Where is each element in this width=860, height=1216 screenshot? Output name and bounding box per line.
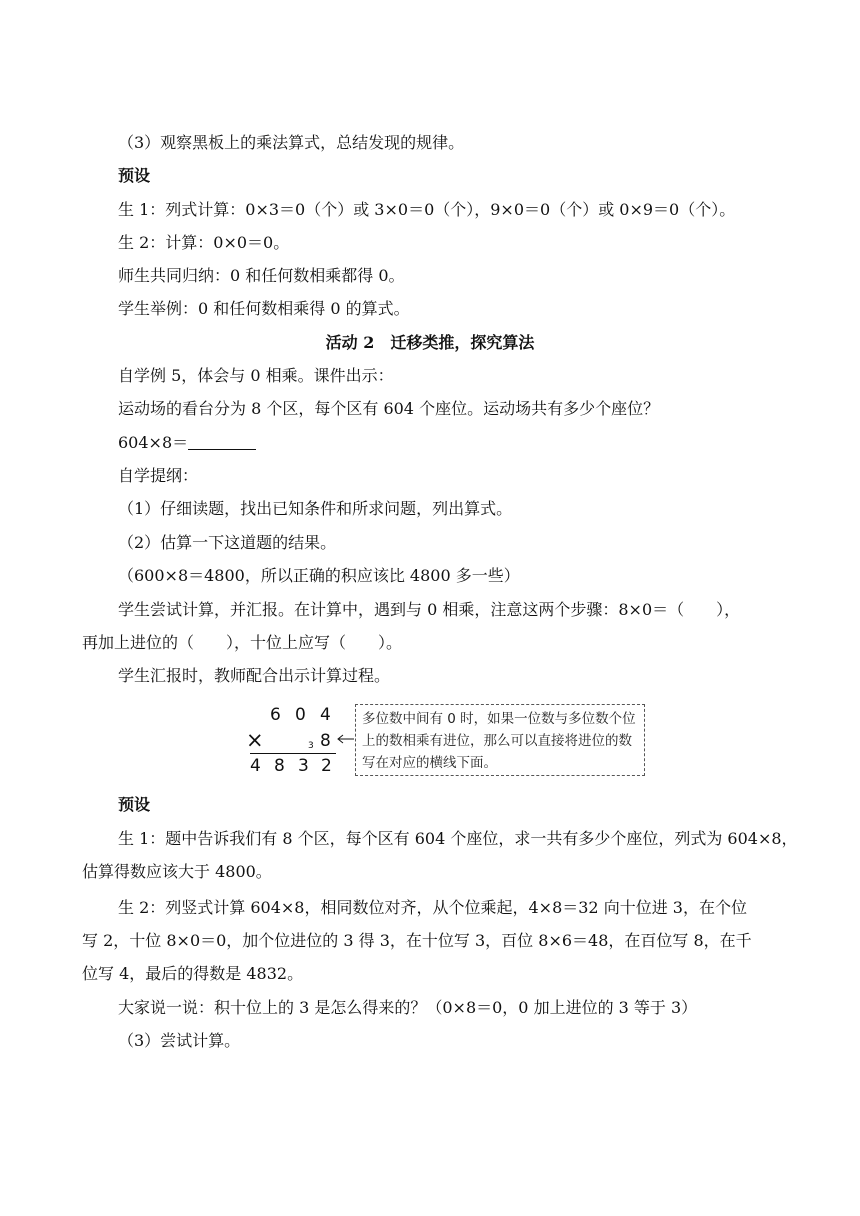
text-line: 生 1：题中告诉我们有 8 个区，每个区有 604 个座位，求一共有多少个座位，列式为 604×8， <box>118 829 798 848</box>
multiplier-digit: 8 <box>320 731 331 751</box>
text-line: （1）仔细读题，找出已知条件和所求问题，列出算式。 <box>118 499 513 518</box>
text-line: （3）观察黑板上的乘法算式，总结发现的规律。 <box>118 133 465 152</box>
text-line: （600×8＝4800，所以正确的积应该比 4800 多一些） <box>118 566 520 585</box>
top-digit: 6 <box>270 705 281 725</box>
note-box: 多位数中间有 0 时，如果一位数与多位数个位上的数相乘有进位，那么可以直接将进位的数写在对应的横线下面。 <box>355 704 645 776</box>
problem-statement: 运动场的看台分为 8 个区，每个区有 604 个座位。运动场共有多少个座位？ <box>118 399 660 418</box>
result-digit: 2 <box>321 756 332 776</box>
multiply-sign: × <box>246 728 264 752</box>
text-line: （2）估算一下这道题的结果。 <box>118 533 337 552</box>
top-digit: 0 <box>295 705 306 725</box>
result-line <box>250 753 336 754</box>
heading-preset: 预设 <box>118 795 151 814</box>
text-line: （3）尝试计算。 <box>118 1031 241 1050</box>
heading-preset: 预设 <box>118 166 151 185</box>
text-line: 学生汇报时，教师配合出示计算过程。 <box>118 666 391 685</box>
equation-text: 604×8＝ <box>118 433 189 452</box>
result-digit: 4 <box>250 756 261 776</box>
text-line: 生 1：列式计算：0×3＝0（个）或 3×0＝0（个），9×0＝0（个）或 0×9＝0（个）。 <box>118 200 736 219</box>
answer-blank <box>188 435 256 450</box>
text-line: 生 2：计算：0×0＝0。 <box>118 233 290 252</box>
text-line: 写 2，十位 8×0＝0，加个位进位的 3 得 3，在十位写 3，百位 8×6＝48，在百位写 8，在千 <box>82 931 752 950</box>
result-digit: 3 <box>298 756 309 776</box>
text-line: 自学例 5，体会与 0 相乘。课件出示： <box>118 366 394 385</box>
result-digit: 8 <box>274 756 285 776</box>
top-digit: 4 <box>320 705 331 725</box>
text-line: 生 2：列竖式计算 604×8，相同数位对齐，从个位乘起，4×8＝32 向十位进 3，在个位 <box>118 898 747 917</box>
carry-digit: 3 <box>308 741 314 751</box>
text-line: 大家说一说：积十位上的 3 是怎么得来的？（0×8＝0，0 加上进位的 3 等于 3） <box>118 998 698 1017</box>
text-line: 学生举例：0 和任何数相乘得 0 的算式。 <box>118 299 410 318</box>
equation-line <box>118 433 256 453</box>
section-heading: 活动 2 迁移类推，探究算法 <box>325 333 535 352</box>
text-line: 估算得数应该大于 4800。 <box>82 862 272 881</box>
text-line: 位写 4，最后的得数是 4832。 <box>82 964 304 983</box>
text-line: 自学提纲： <box>118 466 199 485</box>
text-line: 学生尝试计算，并汇报。在计算中，遇到与 0 相乘，注意这两个步骤：8×0＝（ ）， <box>118 600 741 619</box>
text-line: 师生共同归纳：0 和任何数相乘都得 0。 <box>118 266 405 285</box>
text-line: 再加上进位的（ ），十位上应写（ ）。 <box>82 633 403 652</box>
arrow-icon <box>336 734 354 744</box>
